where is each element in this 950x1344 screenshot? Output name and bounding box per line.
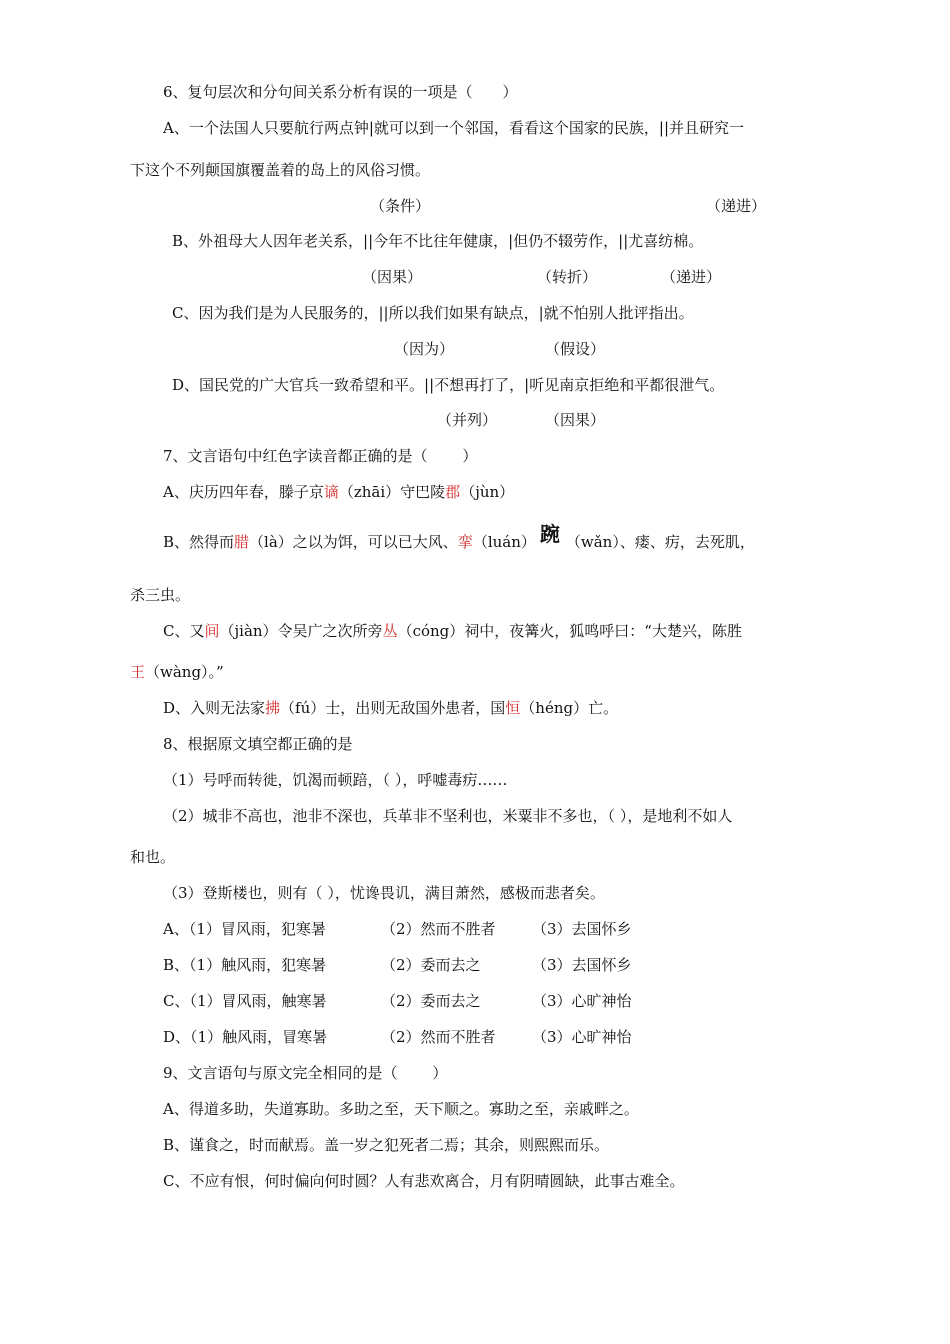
q7-a-text-2: （zhāi）守巴陵 [338,483,446,501]
q8-option-c [163,991,632,1011]
q7-b-text-3: （luán） [472,533,536,551]
q6-option-c-relation-2: （假设） [545,340,606,358]
q7-option-d [163,698,618,718]
q6-option-a-relation-2: （递进） [706,197,767,215]
q8-sentence-1: （1）号呼而转徙，饥渴而顿踣，（ ），呼嘘毒疠…… [163,771,508,789]
q7-c-text-2: （jiàn）令吴广之次所旁 [219,622,383,640]
q7-c-red-char-1: 间 [204,622,220,640]
q8-a-part-1: A、（1）冒风雨，犯寒暑 [163,920,326,938]
q9-option-c: C、不应有恨，何时偏向何时圆？人有悲欢离合，月有阴晴圆缺，此事古难全。 [163,1172,685,1190]
q8-c-part-1: C、（1）冒风雨，触寒暑 [163,992,327,1010]
q6-stem: 6、复句层次和分句间关系分析有误的一项是（ ） [163,83,518,101]
q7-c-text-3: （cóng）祠中，夜篝火，狐鸣呼曰：“大楚兴，陈胜 [397,622,742,640]
q7-c-text-4: （wàng）。” [145,663,224,681]
q7-b-red-char-1: 腊 [234,533,250,551]
q9-option-b: B、谨食之，时而献焉。盖一岁之犯死者二焉；其余，则熙熙而乐。 [163,1136,610,1154]
q6-option-a-line1: A、一个法国人只要航行两点钟|就可以到一个邻国，看看这个国家的民族，||并且研究一 [163,119,744,137]
q6-option-b-relation-1: （因果） [362,268,423,286]
q8-sentence-3: （3）登斯楼也，则有（ ），忧谗畏讥，满目萧然，感极而悲者矣。 [163,884,605,902]
q8-d-part-2: （2）然而不胜者 [381,1028,496,1046]
q8-c-part-3: （3）心旷神怡 [532,992,632,1010]
q6-option-c: C、因为我们是为人民服务的，||所以我们如果有缺点，|就不怕别人批评指出。 [172,304,694,322]
q8-b-part-3: （3）去国怀乡 [532,956,632,974]
q7-b-text-2: （là）之以为饵，可以已大风、 [249,533,458,551]
q7-stem: 7、文言语句中红色字读音都正确的是（ ） [163,447,478,465]
q8-sentence-2-line1: （2）城非不高也，池非不深也，兵革非不坚利也，米粟非不多也，（ ），是地利不如人 [163,807,733,825]
q7-b-rare-char-image: 踠 [539,522,560,546]
q6-option-d-relation-1: （并列） [437,411,498,429]
q8-sentence-2-line2: 和也。 [130,848,176,866]
q7-option-a [163,482,514,502]
q7-c-red-char-2: 丛 [382,622,398,640]
q7-c-red-char-3: 王 [130,663,146,681]
q9-stem: 9、文言语句与原文完全相同的是（ ） [163,1064,448,1082]
q8-option-d [163,1027,632,1047]
q6-option-d: D、国民党的广大官兵一致希望和平。||不想再打了，|听见南京拒绝和平都很泄气。 [172,376,725,394]
q6-option-c-relation-1: （因为） [394,340,455,358]
q8-c-part-2: （2）委而去之 [381,992,481,1010]
q6-option-b-relation-2: （转折） [537,268,598,286]
q8-a-part-2: （2）然而不胜者 [381,920,496,938]
q7-d-text-3: （héng）亡。 [520,699,619,717]
q7-b-text-1: B、然得而 [163,533,235,551]
q6-option-a-relation-1: （条件） [370,197,431,215]
q8-d-part-1: D、（1）触风雨，冒寒暑 [163,1028,328,1046]
q6-option-d-relation-2: （因果） [545,411,606,429]
q6-option-b-relation-3: （递进） [661,268,722,286]
q7-d-text-2: （fú）士，出则无敌国外患者，国 [280,699,506,717]
q7-c-text-1: C、又 [163,622,205,640]
q7-a-text-1: A、庆历四年春，滕子京 [163,483,324,501]
q9-option-a: A、得道多助，失道寡助。多助之至，天下顺之。寡助之至，亲戚畔之。 [163,1100,639,1118]
q7-a-text-3: （jùn） [460,483,515,501]
q8-a-part-3: （3）去国怀乡 [532,920,632,938]
q7-a-red-char-2: 郡 [445,483,461,501]
q7-b-text-4: （wǎn）、瘘、疠，去死肌， [565,533,755,551]
q8-option-b [163,955,632,975]
q8-b-part-1: B、（1）触风雨，犯寒暑 [163,956,327,974]
q7-option-c-line2 [130,662,224,682]
q8-d-part-3: （3）心旷神怡 [532,1028,632,1046]
q7-d-text-1: D、入则无法家 [163,699,266,717]
q7-option-b [163,524,755,552]
q7-d-red-char-1: 拂 [265,699,281,717]
q7-option-b-line2: 杀三虫。 [130,586,191,604]
q7-a-red-char-1: 谪 [323,483,339,501]
q8-stem: 8、根据原文填空都正确的是 [163,735,353,753]
q6-option-a-line2: 下这个不列颠国旗覆盖着的岛上的风俗习惯。 [130,161,431,179]
q7-d-red-char-2: 恒 [505,699,521,717]
q8-option-a [163,919,632,939]
q8-b-part-2: （2）委而去之 [381,956,481,974]
q7-option-c [163,621,742,641]
q6-option-b: B、外祖母大人因年老关系，||今年不比往年健康，|但仍不辍劳作，||尤喜纺棉。 [172,232,704,250]
q7-b-red-char-2: 挛 [457,533,473,551]
